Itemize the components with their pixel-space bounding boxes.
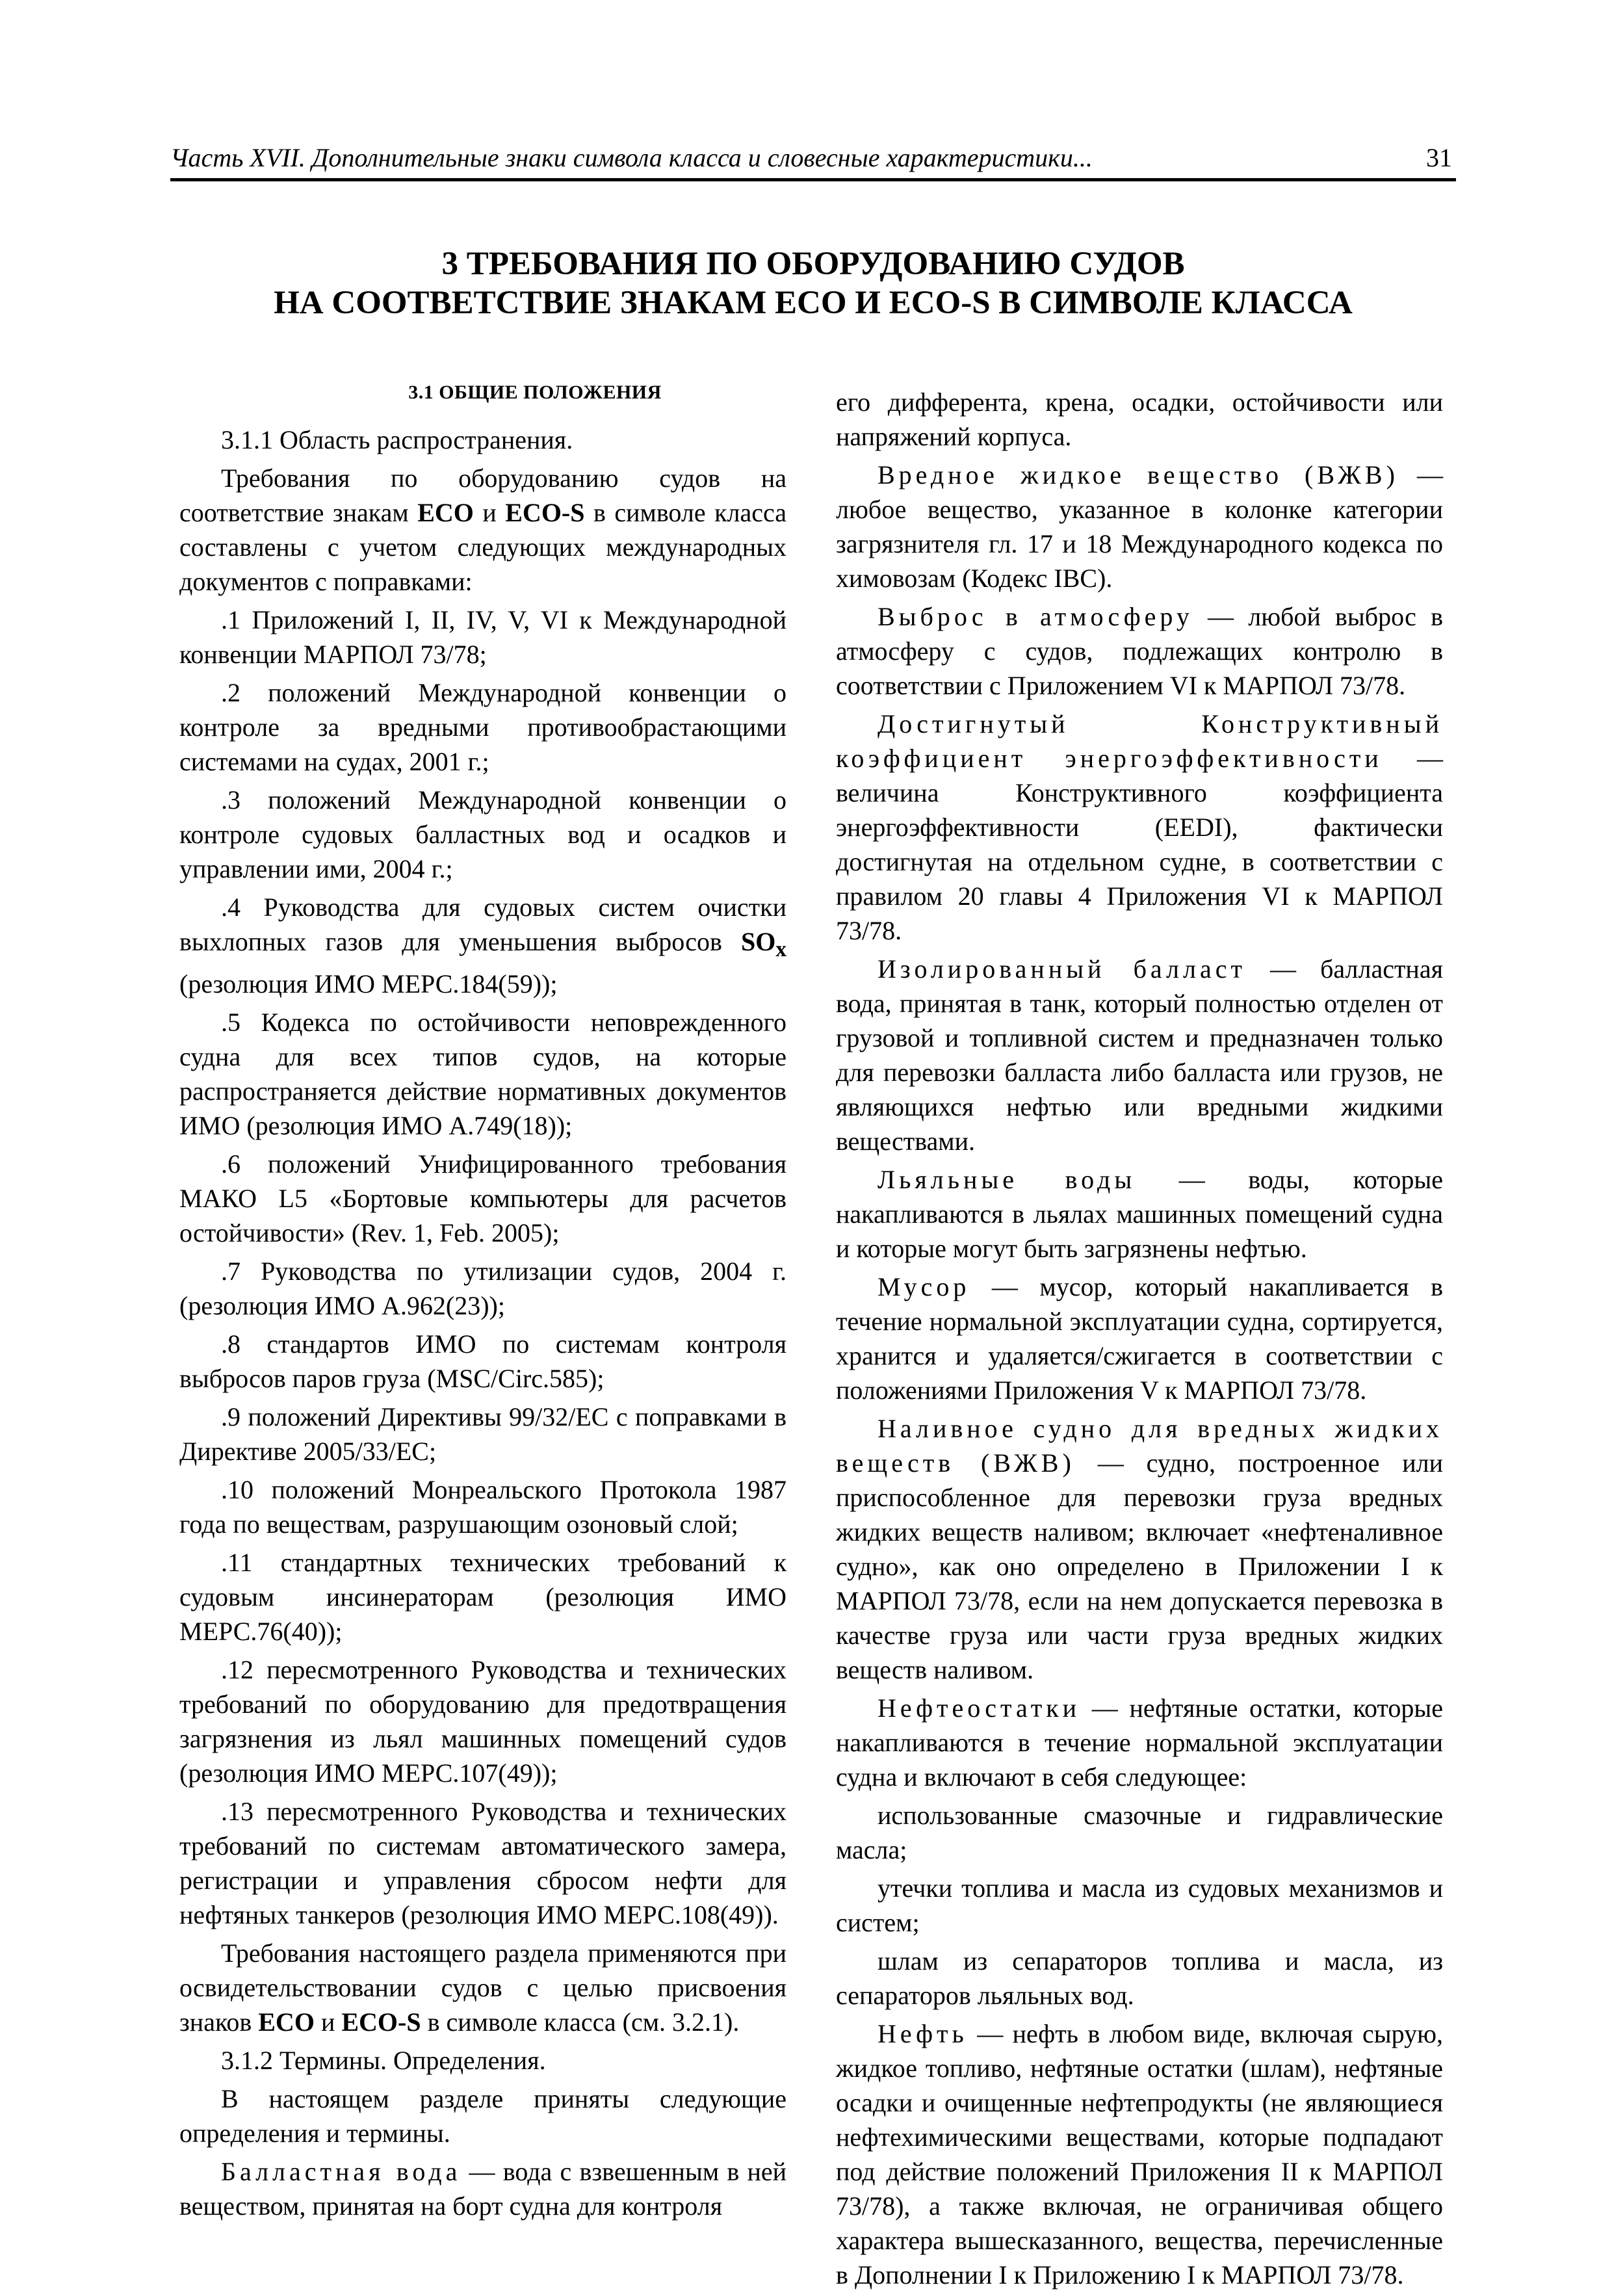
definition-text: — любой выброс в атмосферу с судов, подлежащих контролю в соответствии с Приложением VI к МАРПОЛ 73/78. bbox=[836, 602, 1443, 700]
paragraph-intro bbox=[179, 461, 786, 599]
section-title-line2: НА СООТВЕТСТВИЕ ЗНАКАМ ECO И ECO-S В СИМВОЛЕ КЛАССА bbox=[274, 285, 1353, 321]
definition-oil-residues bbox=[836, 1691, 1443, 1794]
list-item-8: .8 стандартов ИМО по системам контроля выбросов паров груза (MSC/Circ.585); bbox=[179, 1329, 786, 1393]
definition-ballast-water bbox=[179, 2154, 786, 2223]
definition-emission bbox=[836, 599, 1443, 703]
list-item-6: .6 положений Унифицированного требования МАКО L5 «Бортовые компьютеры для расчетов остойчивости» (Rev. 1, Feb. 2005); bbox=[179, 1149, 786, 1247]
item4-subscript: x bbox=[775, 937, 786, 961]
paragraph-continuation: его дифферента, крена, осадки, остойчивости или напряжений корпуса. bbox=[836, 387, 1443, 451]
definition-text: — воды, которые накапливаются в льялах машинных помещений судна и которые могут быть загрязнены нефтью. bbox=[836, 1165, 1443, 1263]
definition-segregated-ballast bbox=[836, 952, 1443, 1158]
intro-text-b: в символе класса составлены с учетом следующих международных документов с поправками: bbox=[179, 498, 787, 596]
term: Вредное жидкое вещество (ВЖВ) bbox=[878, 460, 1399, 489]
definition-text: — балластная вода, принятая в танк, который полностью отделен от грузовой и топливной систем и предназначен только для перевозки балласта либо балласта или грузов, не являющихся нефтью или вредными жидкими веществами. bbox=[836, 954, 1443, 1156]
right-column bbox=[836, 385, 1443, 2296]
item4-text-b: (резолюция ИМО МЕРС.184(59)); bbox=[179, 969, 558, 998]
term: Льяльные воды bbox=[878, 1165, 1136, 1194]
apply-eco: ECO bbox=[258, 2007, 315, 2037]
term: Изолированный балласт bbox=[878, 954, 1246, 984]
term: Выброс в атмосферу bbox=[878, 602, 1193, 631]
item4-so: SO bbox=[740, 927, 776, 956]
section-title bbox=[170, 244, 1456, 322]
definition-garbage bbox=[836, 1270, 1443, 1407]
apply-text-b: в символе класса (см. 3.2.1). bbox=[421, 2007, 740, 2037]
term: Наливное судно для вредных жидких веществ (ВЖВ) bbox=[836, 1414, 1443, 1478]
definition-eedi bbox=[836, 707, 1443, 948]
list-item-1: .1 Приложений I, II, IV, V, VI к Международной конвенции МАРПОЛ 73/78; bbox=[179, 605, 786, 669]
list-item-9: .9 положений Директивы 99/32/ЕС с поправками в Директиве 2005/33/ЕС; bbox=[179, 1402, 786, 1466]
paragraph-definitions-intro: В настоящем разделе приняты следующие определения и термины. bbox=[179, 2084, 786, 2148]
paragraph-apply bbox=[179, 1936, 786, 2039]
intro-text-a: Требования по оборудованию судов на соответствие знакам bbox=[179, 463, 786, 527]
apply-eco-s: ECO-S bbox=[341, 2007, 421, 2037]
left-column bbox=[179, 380, 786, 2227]
definition-oil bbox=[836, 2016, 1443, 2292]
apply-and: и bbox=[314, 2007, 342, 2037]
term-ballast-water: Балластная вода bbox=[221, 2157, 462, 2186]
definition-text: — любое вещество, указанное в колонке категории загрязнителя гл. 17 и 18 Международного кодекса по химовозам (Кодекс IBC). bbox=[836, 460, 1444, 593]
term-oil: Нефть bbox=[878, 2019, 968, 2048]
intro-eco-s: ECO-S bbox=[505, 498, 585, 527]
subsection-title: 3.1 ОБЩИЕ ПОЛОЖЕНИЯ bbox=[408, 382, 662, 403]
definition-noxious-substance bbox=[836, 458, 1443, 595]
definition-text: — нефтяные остатки, которые накапливаются в течение нормальной эксплуатации судна и включают в себя следующее: bbox=[836, 1693, 1443, 1792]
residue-item-3: шлам из сепараторов топлива и масла, из сепараторов льяльных вод. bbox=[836, 1946, 1443, 2010]
list-item-12: .12 пересмотренного Руководства и технических требований по оборудованию для предотвращения загрязнения из льял машинных помещений судов (резолюция ИМО МЕРС.107(49)); bbox=[179, 1655, 786, 1788]
list-item-3: .3 положений Международной конвенции о контроле судовых балластных вод и осадков и управлении ими, 2004 г.; bbox=[179, 785, 786, 883]
definition-text: — вода с взвешенным в ней веществом, принятая на борт судна для контроля bbox=[179, 2157, 787, 2221]
definition-text: — судно, построенное или приспособленное для перевозки груза вредных жидких веществ наливом; включает «нефтеналивное судно», как оно определено в Приложении I к МАРПОЛ 73/78, если на нем допускается перевозка в качестве груза или части груза вредных жидких веществ наливом. bbox=[836, 1448, 1443, 1684]
list-item-13: .13 пересмотренного Руководства и технических требований по системам автоматического замера, регистрации и управления сбросом нефти для нефтяных танкеров (резолюция ИМО МЕРС.108(49)). bbox=[179, 1797, 786, 1929]
definition-text: — мусор, который накапливается в течение нормальной эксплуатации судна, сортируется, хранится и удаляется/сжигается в соответствии с положениями Приложения V к МАРПОЛ 73/78. bbox=[836, 1272, 1443, 1405]
running-title: Часть XVII. Дополнительные знаки символа класса и словесные характеристики... bbox=[170, 143, 1093, 172]
definition-bilge-water bbox=[836, 1162, 1443, 1266]
apply-text-a: Требования настоящего раздела применяются при освидетельствовании судов с целью присвоения знаков bbox=[179, 1938, 786, 2037]
list-item-2: .2 положений Международной конвенции о контроле за вредными противообрастающими системами на судах, 2001 г.; bbox=[179, 678, 786, 776]
residue-item-1: использованные смазочные и гидравлические масла; bbox=[836, 1801, 1443, 1864]
definition-nls-tanker bbox=[836, 1411, 1443, 1687]
running-header bbox=[170, 144, 1456, 181]
list-item-10: .10 положений Монреальского Протокола 1987 года по веществам, разрушающим озоновый слой; bbox=[179, 1475, 786, 1539]
list-item-11: .11 стандартных технических требований к судовым инсинераторам (резолюция ИМО МЕРС.76(40)); bbox=[179, 1548, 786, 1646]
paragraph-3-1-1: 3.1.1 Область распространения. bbox=[221, 425, 573, 454]
residue-item-2: утечки топлива и масла из судовых механизмов и систем; bbox=[836, 1873, 1443, 1937]
item4-text-a: .4 Руководства для судовых систем очистки выхлопных газов для уменьшения выбросов bbox=[179, 893, 786, 956]
paragraph-3-1-2: 3.1.2 Термины. Определения. bbox=[221, 2046, 546, 2075]
list-item-5: .5 Кодекса по остойчивости неповрежденного судна для всех типов судов, на которые распространяется действие нормативных документов ИМО (резолюция ИМО А.749(18)); bbox=[179, 1008, 786, 1140]
intro-eco: ECO bbox=[417, 498, 474, 527]
term: Мусор bbox=[878, 1272, 970, 1301]
term: Нефтеостатки bbox=[878, 1693, 1081, 1723]
intro-and: и bbox=[473, 498, 506, 527]
term: Достигнутый Конструктивный коэффициент энергоэффективности bbox=[836, 709, 1443, 773]
list-item-7: .7 Руководства по утилизации судов, 2004 г. (резолюция ИМО А.962(23)); bbox=[179, 1257, 786, 1320]
definition-text: — нефть в любом виде, включая сырую, жидкое топливо, нефтяные остатки (шлам), нефтяные осадки и очищенные нефтепродукты (не являющиеся нефтехимическими веществами, которые подпадают под действие положений Приложения II к МАРПОЛ 73/78), а также включая, не ограничивая общего характера вышесказанного, вещества, перечисленные в Дополнении I к Приложению I к МАРПОЛ 73/78. bbox=[836, 2019, 1443, 2289]
list-item-4 bbox=[179, 890, 786, 1001]
definition-text: — величина Конструктивного коэффициента энергоэффективности (EEDI), фактически достигнутая на отдельном судне, в соответствии с правилом 20 главы 4 Приложения VI к МАРПОЛ 73/78. bbox=[836, 744, 1443, 945]
page-number: 31 bbox=[1426, 143, 1452, 172]
section-title-line1: 3 ТРЕБОВАНИЯ ПО ОБОРУДОВАНИЮ СУДОВ bbox=[441, 246, 1185, 282]
